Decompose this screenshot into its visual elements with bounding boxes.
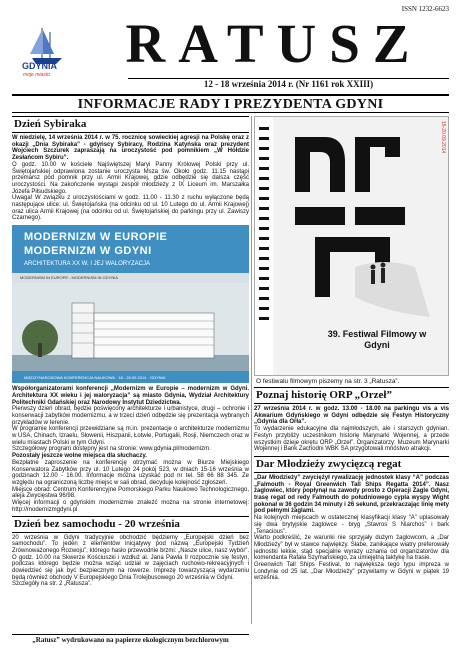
orzel-headline: Poznaj historię ORP „Orzeł”	[254, 387, 449, 404]
modernizm-banner-image	[12, 225, 249, 383]
modernizm-paragraph: Pierwszy dzień obrad, będzie poświęcony architekturze i urbanistyce, drugi – ochronie i konserwacji zabytków modernizmu, a w trzeci dzień odbędzie się prezentacja wybranych przykładów w terenie.	[12, 406, 249, 426]
right-column	[254, 116, 449, 582]
bez-samochodu-lead: 20 września w Gdyni tradycyjnie obchodzić będziemy „Europejski dzień bez samochodu”. To jeden z elementów inicjatywy pod nazwą „Europejski Tydzień Zrównoważonego Rozwoju”, którego hasło przewodnie brzmi: „Nasze ulice, nasz wybór”. O godz. 10.00 na Skwerze Kościuszki i wzdłuż al. Jana Pawła II rozpocznie się festyn, podczas którego będzie można wziąć udział w zajęciach ruchowo-rekreacyjnych i dowiedzieć się jak być bezpiecznym na rowerze. Imprezę towarzyszącą wydarzeniu będą również obchody V Europejskiego Dnia Trolejbusowego 20 września w Gdyni.	[12, 534, 249, 581]
bez-samochodu-paragraph: Szczegóły na str. 2 „Ratusza”.	[12, 581, 92, 588]
modernizm-lead: Współorganizatorami konferencji „Modernizm w Europie – modernizm w Gdyni. Architektura XX wieku i jej waloryzacja” są miasto Gdynia, Wydział Architektury Politechniki Gdańskiej oraz Narodowy Instytut Dziedzictwa.	[12, 386, 249, 406]
logo-tagline: moje miasto	[23, 72, 50, 78]
modernizm-banner-line3: ARCHITEKTURA XX W. I JEJ WALORYZACJA	[24, 261, 151, 268]
mlodziez-paragraph: Na kolejnych miejscach w ostatecznej klasyfikacji klasy “A” uplasowały się dwa brytyjskie żaglowce - bryg „Stavros S Niarchos” i bark „Tenacious”.	[254, 515, 449, 535]
festival-poster	[254, 116, 449, 376]
modernizm-notice: Pozostały jeszcze wolne miejsca dla słuchaczy.	[12, 453, 147, 460]
sybirak-paragraph: Uwaga! W związku z uroczystościami w godz. 11.00 - 11.30 z ruchu wyłączone będą następujące ulice: ul. Świętojańska (na odcinku od ul. 10 Lutego do ul. Armii Krajowej) oraz ulica Armii Krajowej (na odcinku od ul. Świętojańskiej do parkingu przy ul. Zawiszy Czarnego).	[12, 195, 249, 222]
sybirak-headline: Dzień Sybiraka	[12, 116, 249, 133]
masthead	[0, 0, 461, 112]
festival-caption: O festiwalu filmowym piszemy na str. 3 „Ratusza”.	[256, 378, 400, 385]
mlodziez-lead: „Dar Młodzieży” zwyciężył rywalizację jednostek klasy “A” podczas „Falmouth - Royal Greenwich Tall Ships Regatta 2014”. Nasz żaglowiec, który popłynął na zawody prosto z Operacji Żagle Gdyni, trasę regat od redy Falmouth do południowego cypla wyspy Wight pokonał w 36 godzin 34 minuty i 26 sekund, przekraczając linię mety pod pełnymi żaglami.	[254, 474, 449, 515]
mlodziez-paragraph: Warto podkreślić, że warunki nie sprzyjały dużym żaglowcom, a „Dar Młodzieży” był w stawce najwiękzy. Słabe, zanikające wiatry preferowały jednostki lekkie, stąd specjalne wyrazy uznania od organizatorów dla komendanta Rafała Szymańskiego, za umiejętną taktykę na trasie.	[254, 535, 449, 562]
logo-text: GDYNIA	[22, 61, 58, 71]
modernizm-paragraph: Bezpłatne zaproszenie na konferencję otrzymać można w Biurze Miejskiego Konserwatora Zabytków przy ul. 10 Lutego 24 pokój 523, w dniach 15-16 września w godzinach 12.00 - 16.00. Informacje można uzyskać pod nr tel. 58 66 88 345. Ze względu na ograniczoną liczbę miejsc w sali obrad, decyduje kolejność zgłoszeń.	[12, 459, 249, 486]
mlodziez-headline: Dar Młodzieży zwycięzcą regat	[254, 456, 449, 473]
masthead-title: RATUSZ	[125, 13, 423, 74]
modernizm-paragraph: Szczegółowy program dostępny jest na stronie: www.gdynia.pl/modernizm.	[12, 446, 211, 453]
section-banner: INFORMACJE RADY I PREZYDENTA GDYNI	[12, 94, 449, 113]
modernizm-banner-footer: MIĘDZYNARODOWA KONFERENCJA NAUKOWA · 18 - 20.09.2014 · GDYNIA	[12, 371, 249, 383]
modernizm-banner-line2: MODERNIZM W GDYNI	[24, 245, 152, 258]
bez-samochodu-headline: Dzień bez samochodu - 20 września	[12, 516, 249, 533]
footer-note: „Ratusz” wydrukowano na papierze ekologicznym bezchlorowym	[12, 634, 249, 644]
festival-dates: 15-20.09.2014	[440, 121, 446, 154]
modernizm-paragraph: Więcej informacji o gdyńskim modernizmie znaleźć można na stronie internetowej: http://modernizmgdyni.pl	[12, 500, 249, 513]
modernizm-banner-conference: MODERNISM IN EUROPE - MODERNISM IN GDYNIA	[20, 275, 119, 281]
orzel-lead: 27 września 2014 r. w godz. 13.00 - 18.00 na parkingu vis a vis Akwarium Gdyńskiego w Gdyni odbędzie się Festyn Historyczny „Gdynia dla Orła”.	[254, 406, 449, 426]
modernizm-banner-line1: MODERNIZM W EUROPIE	[24, 231, 168, 244]
sybirak-paragraph: O godz. 10.00 w kościele Najświętszej Maryi Panny Królowej Polski przy ul. Świętojańskiej odprawiona zostanie uroczysta Msza św. Około godz. 11.15 nastąpi przemarsz pod pomnik przy ul. Armii Krajowej, gdzie odbędzie się dalsza część uroczystości. Na zakończenie wystąpi zespół młodzieży z IX Liceum im. Marszałka Józefa Piłsudskiego.	[12, 161, 249, 195]
issue-line: 12 - 18 września 2014 r. (Nr 1161 rok XXIII)	[203, 79, 374, 89]
sybirak-lead: W niedzielę, 14 września 2014 r. w 75. rocznicę sowieckiej agresji na Polskę oraz z okazji „Dnia Sybiraka” - gdyńscy Sybiracy, Rodzina Katyńska oraz prezydent Wojciech Szczurek zapraszają na uroczystość pod pomnikiem „W Hołdzie Zesłańcom Sybiru”.	[12, 135, 249, 162]
issn: ISSN 1232-6623	[401, 5, 449, 13]
modernist-building-photo	[12, 283, 249, 383]
left-column	[12, 116, 249, 588]
orzel-paragraph: To wydarzenie edukacyjne dla najmłodszych, ale i starszych gdynian. Festyn przybliży uczestnikom historię Marynarki Wojennej, a przede wszystkim dzieje okrętu ORP „Orzeł”. Organizatorzy: Muzeum Marynarki Wojennej i Bank Zachodni WBK SA przygotowali mnóstwo atrakcji.	[254, 426, 449, 453]
mlodziez-paragraph: Greenwich Tall Ships Festival, to największa tego typu impreza w Londynie od 25 lat. „Dar Młodzieży” przywitamy w Gdyni w piątek 19 września.	[254, 562, 449, 582]
modernizm-paragraph: W programie konferencji przewidziane są m.in. prezentacje o architekturze modernizmu w USA, Chinach, Izraelu, Słowenii, Hiszpanii, Łotwie, Portugalii, Rosji, Niemczech oraz w wielu miastach Polski w tym Gdyni.	[12, 426, 249, 446]
column-divider	[251, 116, 252, 624]
modernizm-paragraph: Miejsce obrad: Centrum Konferencyjne Pomorskiego Parku Naukowo Technologicznego, aleja Zwycięstwa 96/98.	[12, 486, 249, 500]
festival-title: 39. Festiwal Filmowy w Gdyni	[327, 329, 427, 350]
